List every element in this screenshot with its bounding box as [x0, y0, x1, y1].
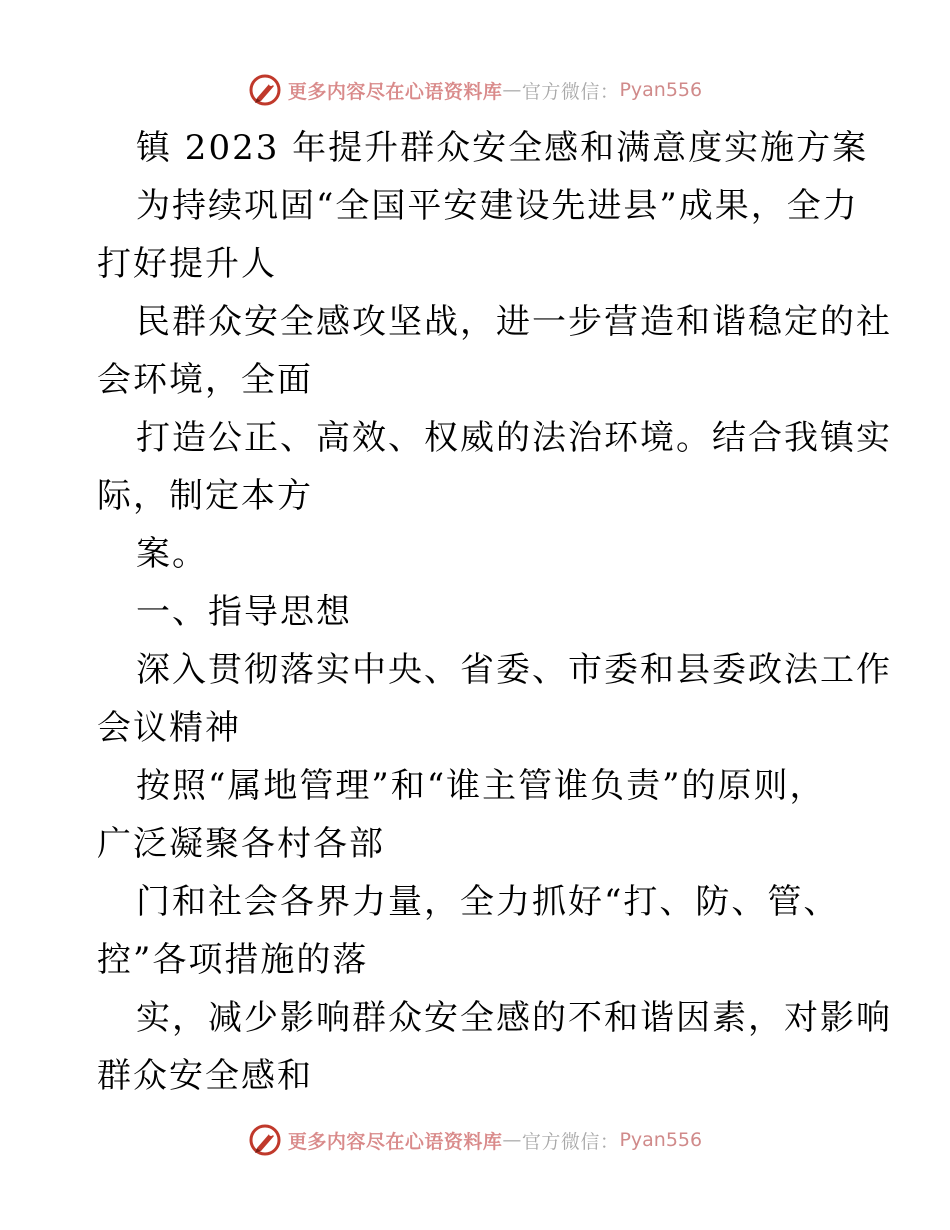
section-heading: 一、指导思想 — [136, 592, 352, 632]
paragraph-line: 广泛凝聚各村各部 — [97, 824, 385, 864]
banner-wechat-id: Pyan556 — [619, 1129, 703, 1151]
banner-dash: — — [502, 1129, 522, 1151]
banner-wechat-label: 官方微信： — [521, 1130, 620, 1153]
paragraph-line: 门和社会各界力量，全力抓好“打、防、管、 — [136, 882, 840, 922]
paragraph-line: 案。 — [136, 534, 208, 574]
banner-main-text: 更多内容尽在心语资料库 — [287, 1130, 503, 1153]
paragraph-line: 深入贯彻落实中央、省委、市委和县委政法工作 — [136, 650, 892, 690]
footer-banner — [0, 1120, 950, 1160]
pen-logo-icon — [248, 1123, 282, 1157]
paragraph-line: 控”各项措施的落 — [97, 940, 369, 980]
header-banner — [0, 70, 950, 110]
pen-logo-icon — [248, 73, 282, 107]
paragraph-line: 际，制定本方 — [97, 476, 313, 516]
banner-main-text: 更多内容尽在心语资料库 — [287, 80, 503, 103]
banner-wechat-label: 官方微信： — [521, 80, 620, 103]
banner-wechat-id: Pyan556 — [619, 79, 703, 101]
paragraph-line: 群众安全感和 — [97, 1056, 313, 1096]
banner-dash: — — [502, 79, 522, 101]
paragraph-line: 为持续巩固“全国平安建设先进县”成果，全力 — [136, 186, 859, 226]
paragraph-line: 实，减少影响群众安全感的不和谐因素，对影响 — [136, 998, 892, 1038]
paragraph-line: 会环境，全面 — [97, 360, 313, 400]
paragraph-line: 按照“属地管理”和“谁主管谁负责”的原则， — [136, 766, 826, 806]
paragraph-line: 打好提升人 — [97, 244, 277, 284]
paragraph-line: 会议精神 — [97, 708, 241, 748]
document-title: 镇 2023 年提升群众安全感和满意度实施方案 — [136, 128, 869, 168]
paragraph-line: 打造公正、高效、权威的法治环境。结合我镇实 — [136, 418, 892, 458]
paragraph-line: 民群众安全感攻坚战，进一步营造和谐稳定的社 — [136, 302, 892, 342]
